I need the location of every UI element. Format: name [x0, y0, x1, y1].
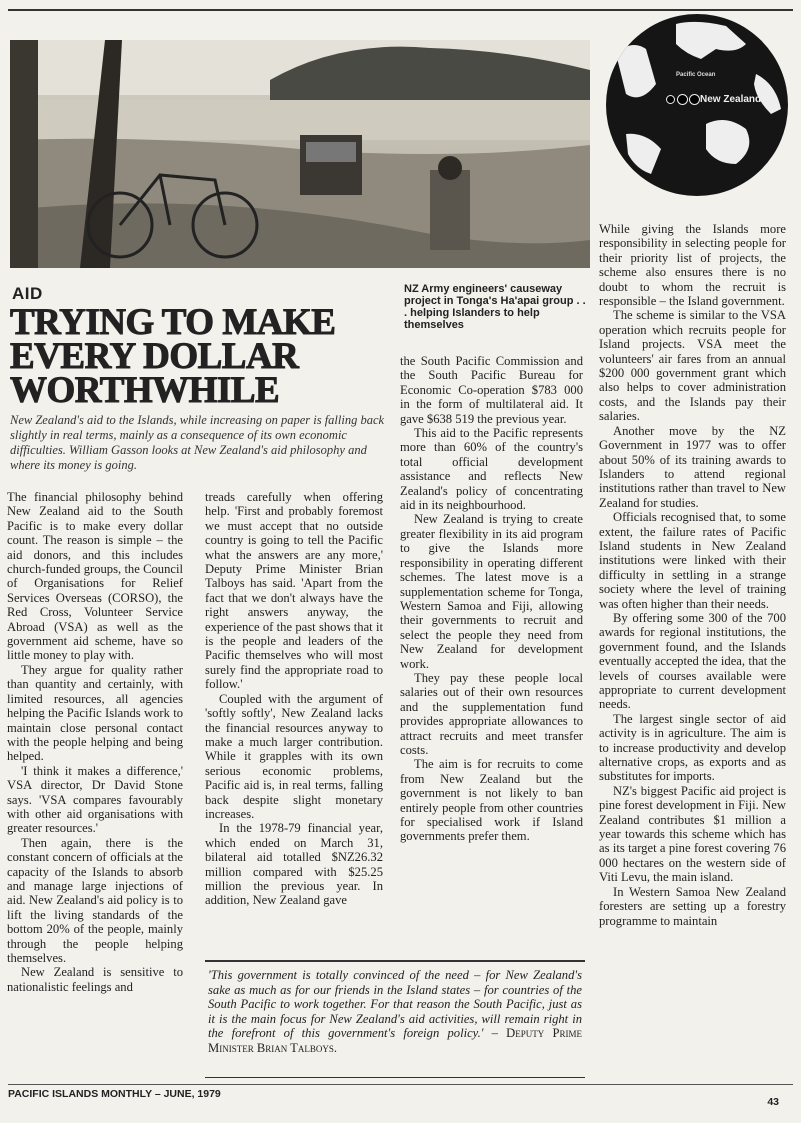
causeway-photo	[10, 40, 590, 268]
paragraph: Officials recognised that, to some extent, the failure rates of Pacific Island students in New Zealand institutions were linked with their difficulty in settling in a strange society where the level of training was often higher than their needs.	[599, 510, 786, 611]
pull-quote	[208, 968, 582, 1056]
pull-quote-text: 'This government is totally convinced of the need – for New Zealand's sake as much as for our friends in the Island states – for countries of the South Pacific to work together. For that reason the South Pacific, just as it is the main focus for New Zealand's aid activities, will remain right in the forefront of this government's foreign policy.'	[208, 968, 582, 1041]
paragraph: Coupled with the argument of 'softly softly', New Zealand lacks the financial resources anyway to make a much larger contribution. While it grapples with its own serious economic problems, Pacific aid is, in real terms, falling back despite slight monetary increases.	[205, 691, 383, 821]
paragraph: The largest single sector of aid activity is in agriculture. The aim is to increase productivity and develop alternative crops, as exports and as substitutes for imports.	[599, 711, 786, 784]
headline-line: TRYING TO MAKE	[10, 302, 336, 343]
section-label: AID	[12, 284, 43, 303]
pull-quote-rule-top	[205, 960, 585, 962]
marker-dot	[677, 94, 688, 105]
pull-quote-attribution: – Deputy Prime Minister Brian Talboys.	[208, 1026, 582, 1055]
pull-quote-rule-bottom	[205, 1077, 585, 1078]
paragraph: The scheme is similar to the VSA operation which recruits people for Island projects. VSA meet the volunteers' air fares from an annual $200 000 government grant which also helps to cover administration costs, and the Islands pay their salaries.	[599, 308, 786, 424]
top-rule	[8, 9, 793, 11]
paragraph: The financial philosophy behind New Zealand aid to the South Pacific is to make every dollar count. The reason is simple – the aid donors, and this includes church-funded groups, the Council of Organisations for Relief Services Overseas (CORSO), the Red Cross, Volunteer Service Abroad (VSA) as well as the government aid scheme, have so little money to play with.	[7, 490, 183, 663]
paragraph: New Zealand is sensitive to nationalistic feelings and	[7, 965, 183, 994]
article-column-3	[400, 354, 583, 844]
paragraph: New Zealand is trying to create greater flexibility in its aid program to give the Islands more responsibility in operating different schemes. The latest move is a supplementation scheme for Tonga, Western Samoa and Fiji, allowing their governments to recruit and select the people they need from New Zealand for development work.	[400, 512, 583, 671]
paragraph: They pay these people local salaries out of their own resources and the supplementation fund provides appropriate allowances to attract recruits and meet transfer costs.	[400, 670, 583, 757]
paragraph: This aid to the Pacific represents more than 60% of the country's total official development assistance and reflects New Zealand's policy of concentrating aid in its neighbourhood.	[400, 426, 583, 513]
paragraph: The aim is for recruits to come from New Zealand but the government is not likely to ban entirely people from other countries for specialised work if Island governments prefer them.	[400, 757, 583, 844]
standfirst: New Zealand's aid to the Islands, while increasing on paper is falling back slightly in real terms, mainly as a consequence of its own economic difficulties. William Gasson looks at New Zealand's aid philosophy and where its money is going.	[10, 413, 385, 472]
paragraph: treads carefully when offering help. 'First and probably foremost we must accept that no outside country is going to tell the Pacific what the answers are any more,' Deputy Prime Minister Brian Talboys has said. 'Apart from the fact that we don't always have the right answers anyway, the experience of the past shows that it is the people and leaders of the Pacific themselves who will most surely find the appropriate road to follow.'	[205, 490, 383, 692]
paragraph: In the 1978-79 financial year, which ended on March 31, bilateral aid totalled $NZ26.32 million compared with $25.25 million the previous year. In addition, New Zealand gave	[205, 821, 383, 908]
article-column-2	[205, 490, 383, 908]
paragraph: NZ's biggest Pacific aid project is pine forest development in Fiji. New Zealand contributes $1 million a year towards this scheme which has as its target a pine forest covering 76 000 hectares on the western side of Viti Levu, the main island.	[599, 783, 786, 885]
bottom-rule	[8, 1084, 793, 1085]
paragraph: In Western Samoa New Zealand foresters are setting up a forestry programme to maintain	[599, 884, 786, 928]
paragraph: They argue for quality rather than quantity and certainly, with limited resources, all agencies helping the Pacific Islands work to maintain close personal contact with the people helping and being helped.	[7, 662, 183, 764]
article-column-1	[7, 490, 183, 994]
article-column-4	[599, 222, 786, 928]
paragraph: By offering some 300 of the 700 awards for regional institutions, the government found, and the Islands eventually accepted the idea, that the levels of courses available were appropriate to current development needs.	[599, 610, 786, 712]
paragraph: 'I think it makes a difference,' VSA director, Dr David Stone says. 'VSA compares favourably with other aid organisations with greater resources.'	[7, 763, 183, 836]
paragraph: the South Pacific Commission and the South Pacific Bureau for Economic Co-operation $783 000 in the form of multilateral aid. It gave $638 519 the previous year.	[400, 354, 583, 426]
marker-dot	[666, 95, 675, 104]
paragraph: Another move by the NZ Government in 1977 was to offer about 50% of its training awards to Islanders to attend regional institutions rather than travel to New Zealand for studies.	[599, 423, 786, 510]
location-map	[606, 14, 788, 196]
headline-line: EVERY DOLLAR	[10, 336, 299, 377]
ocean-label: Pacific Ocean	[676, 72, 716, 78]
paragraph: Then again, there is the constant concern of officials at the capacity of the Islands to absorb and manage large injections of aid. New Zealand's aid policy is to lift the living standards of the bottom 20% of the people, mainly through the people helping themselves.	[7, 835, 183, 965]
new-zealand-marker	[689, 94, 700, 105]
headline	[10, 302, 400, 411]
paragraph: While giving the Islands more responsibility in selecting people for their priority list of projects, the scheme also ensures there is no doubt to whom the recruit is responsible – the Island government.	[599, 222, 786, 309]
photo-caption: NZ Army engineers' causeway project in Tonga's Ha'apai group . . . helping Islanders to help themselves	[404, 283, 586, 331]
map-country-label: New Zealand	[700, 94, 762, 105]
publication-footer: PACIFIC ISLANDS MONTHLY – JUNE, 1979	[8, 1088, 221, 1100]
page-number: 43	[767, 1096, 779, 1108]
headline-line: WORTHWHILE	[10, 370, 280, 411]
